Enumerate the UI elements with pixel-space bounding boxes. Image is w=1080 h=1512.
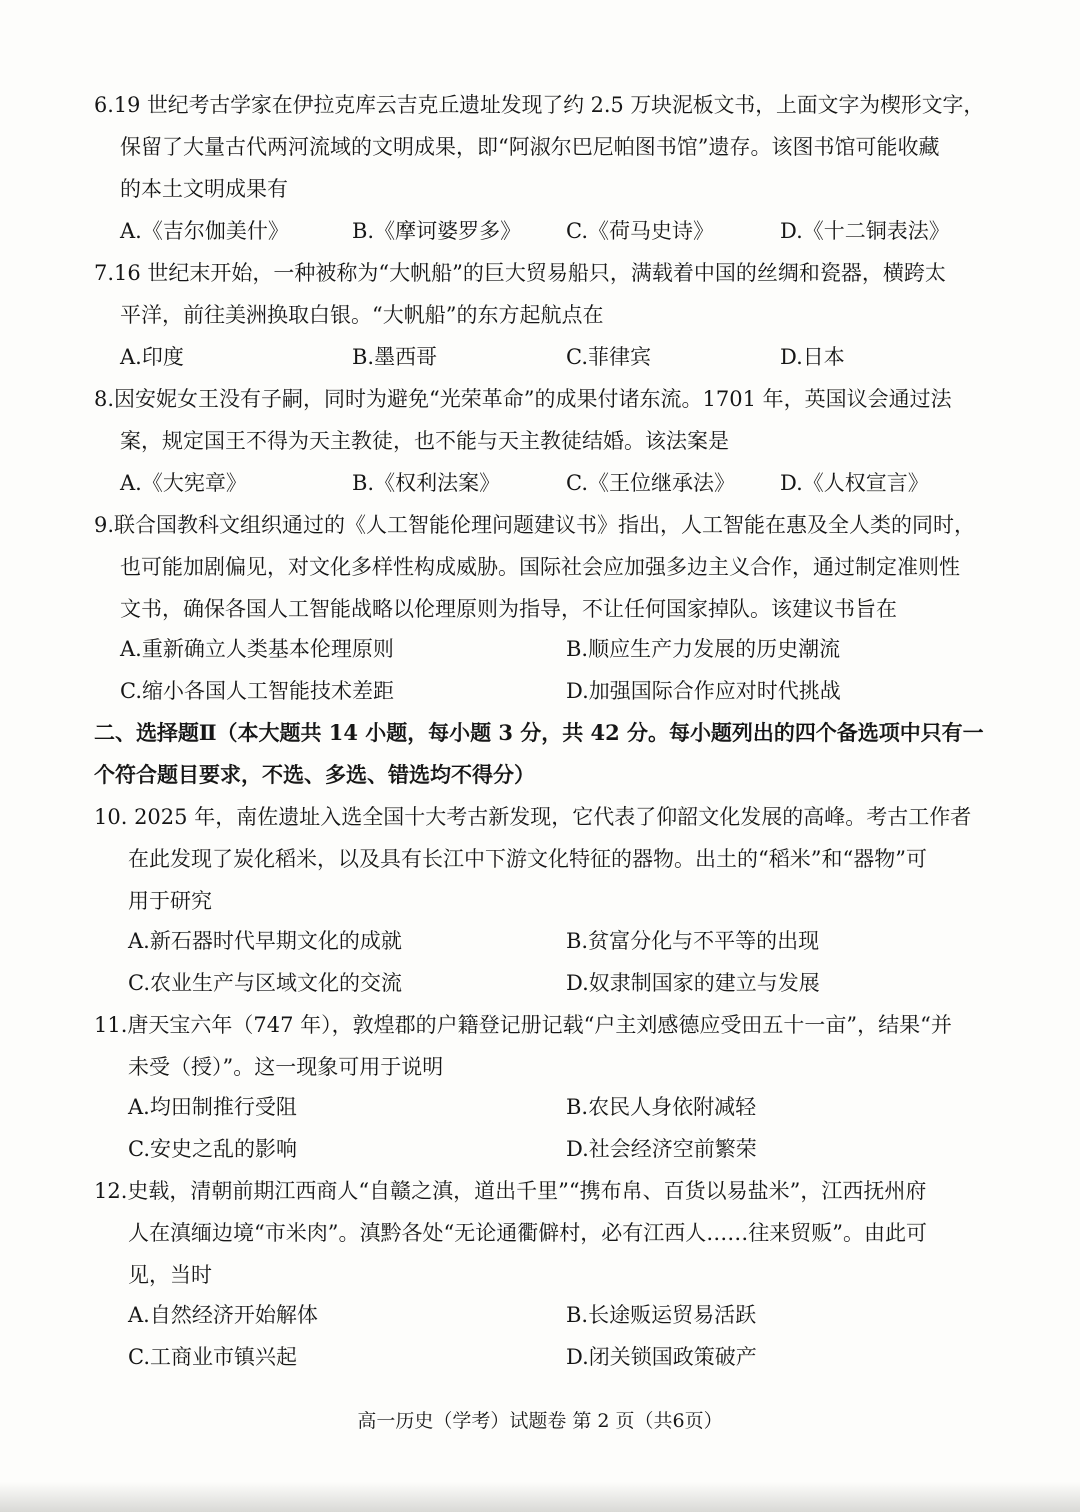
question-8-option-c: C.《王位继承法》 <box>566 471 735 495</box>
question-9-option-a: A.重新确立人类基本伦理原则 <box>120 637 394 661</box>
question-8-line-1: 8.因安妮女王没有子嗣，同时为避免“光荣革命”的成果付诸东流。1701 年，英国议会通过法 <box>94 387 952 411</box>
question-10-option-a: A.新石器时代早期文化的成就 <box>128 929 402 953</box>
question-6-option-d: D.《十二铜表法》 <box>780 219 950 243</box>
question-12-line-1: 12.史载，清朝前期江西商人“自赣之滇，道出千里”“携布帛、百货以易盐米”，江西抚州府 <box>94 1179 927 1203</box>
question-7-option-c: C.菲律宾 <box>566 345 651 369</box>
question-8-option-d: D.《人权宣言》 <box>780 471 929 495</box>
question-10-option-c: C.农业生产与区域文化的交流 <box>128 971 402 995</box>
question-11-option-b: B.农民人身依附减轻 <box>566 1095 757 1119</box>
question-8-option-b: B.《权利法案》 <box>352 471 501 495</box>
question-11-option-d: D.社会经济空前繁荣 <box>566 1137 757 1161</box>
question-7-line-2: 平洋，前往美洲换取白银。“大帆船”的东方起航点在 <box>120 303 604 327</box>
question-12-option-a: A.自然经济开始解体 <box>128 1303 318 1327</box>
question-9-option-c: C.缩小各国人工智能技术差距 <box>120 679 394 703</box>
question-11-line-1: 11.唐天宝六年（747 年），敦煌郡的户籍登记册记载“户主刘感德应受田五十一亩”，结果“并 <box>94 1013 952 1037</box>
question-6-line-2: 保留了大量古代两河流域的文明成果，即“阿淑尔巴尼帕图书馆”遗存。该图书馆可能收藏 <box>120 135 940 159</box>
question-7-option-b: B.墨西哥 <box>352 345 438 369</box>
question-7-option-a: A.印度 <box>120 345 184 369</box>
question-12-option-d: D.闭关锁国政策破产 <box>566 1345 757 1369</box>
question-11-option-c: C.安史之乱的影响 <box>128 1137 297 1161</box>
scan-bottom-edge <box>0 1482 1080 1512</box>
question-9-line-1: 9.联合国教科文组织通过的《人工智能伦理问题建议书》指出，人工智能在惠及全人类的同时， <box>94 513 976 537</box>
question-8-line-2: 案，规定国王不得为天主教徒，也不能与天主教徒结婚。该法案是 <box>120 429 729 453</box>
question-9-line-3: 文书，确保各国人工智能战略以伦理原则为指导，不让任何国家掉队。该建议书旨在 <box>120 597 897 621</box>
question-10-line-3: 用于研究 <box>128 889 212 913</box>
question-10-option-b: B.贫富分化与不平等的出现 <box>566 929 820 953</box>
question-9-option-b: B.顺应生产力发展的历史潮流 <box>566 637 841 661</box>
question-6-option-c: C.《荷马史诗》 <box>566 219 714 243</box>
question-9-line-2: 也可能加剧偏见，对文化多样性构成威胁。国际社会应加强多边主义合作，通过制定准则性 <box>120 555 960 579</box>
question-12-option-c: C.工商业市镇兴起 <box>128 1345 297 1369</box>
question-8-option-a: A.《大宪章》 <box>120 471 247 495</box>
question-9-option-d: D.加强国际合作应对时代挑战 <box>566 679 841 703</box>
question-10-option-d: D.奴隶制国家的建立与发展 <box>566 971 820 995</box>
question-6-line-1: 6.19 世纪考古学家在伊拉克库云吉克丘遗址发现了约 2.5 万块泥板文书，上面文字为楔形文字， <box>94 93 985 117</box>
question-12-line-2: 人在滇缅边境“市米肉”。滇黔各处“无论通衢僻村，必有江西人……往来贸贩”。由此可 <box>128 1221 927 1245</box>
page-footer: 高一历史（学考）试题卷 第 2 页（共6页） <box>357 1410 723 1432</box>
question-10-line-1: 10. 2025 年，南佐遗址入选全国十大考古新发现，它代表了仰韶文化发展的高峰。考古工作者 <box>94 805 972 829</box>
question-11-option-a: A.均田制推行受阻 <box>128 1095 297 1119</box>
section-2-line-2: 个符合题目要求，不选、多选、错选均不得分） <box>94 762 535 787</box>
question-6-line-3: 的本土文明成果有 <box>120 177 288 201</box>
question-12-line-3: 见，当时 <box>128 1263 212 1287</box>
question-11-line-2: 未受（授）”。这一现象可用于说明 <box>128 1055 444 1079</box>
question-7-line-1: 7.16 世纪末开始，一种被称为“大帆船”的巨大贸易船只，满载着中国的丝绸和瓷器，横跨太 <box>94 261 946 285</box>
question-6-option-b: B.《摩诃婆罗多》 <box>352 219 522 243</box>
question-10-line-2: 在此发现了炭化稻米，以及具有长江中下游文化特征的器物。出土的“稻米”和“器物”可 <box>128 847 927 871</box>
question-6-option-a: A.《吉尔伽美什》 <box>120 219 289 243</box>
section-2-line-1: 二、选择题Ⅱ（本大题共 14 小题，每小题 3 分，共 42 分。每小题列出的四个备选项中只有一 <box>94 720 984 745</box>
question-12-option-b: B.长途贩运贸易活跃 <box>566 1303 757 1327</box>
question-7-option-d: D.日本 <box>780 345 845 369</box>
